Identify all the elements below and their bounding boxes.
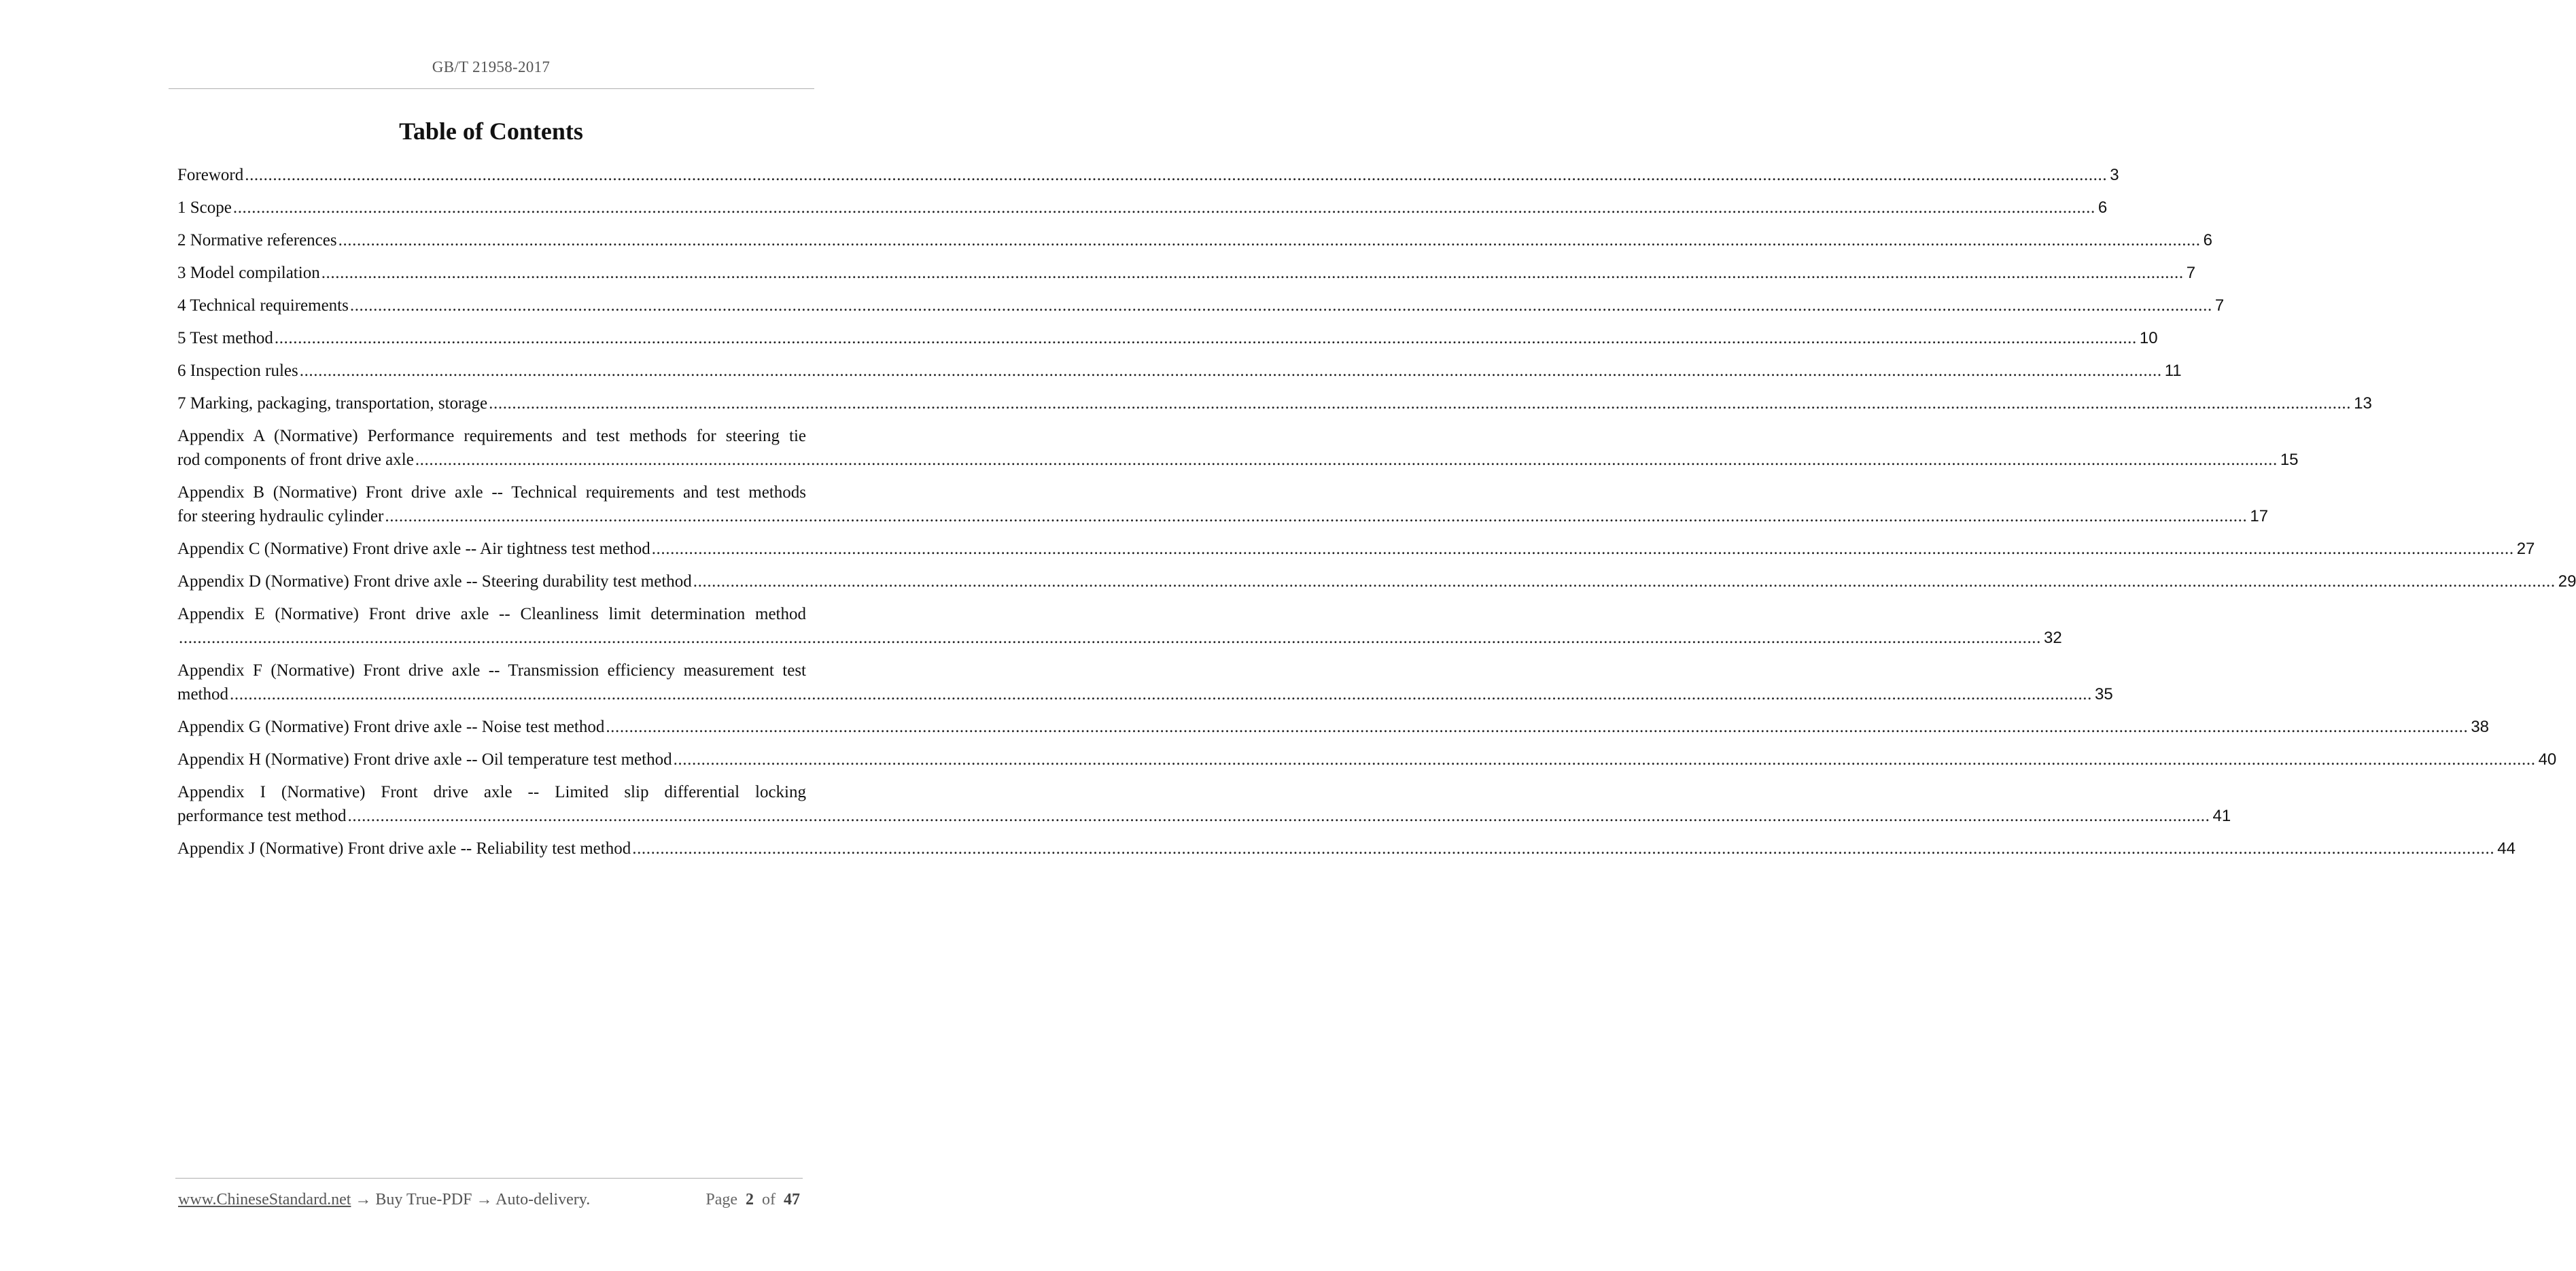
toc-page-number: 6 [2203,231,2212,249]
dot-leader: ................................................................................................................................................................................................................................................................................................................................................................................................................ [321,264,2184,282]
toc-entry[interactable] [177,659,2113,706]
toc-entry-title-line: Appendix B (Normative) Front drive axle -- Technical requirements and test methods [177,483,806,502]
toc-entry-title: rod components of front drive axle [177,451,414,469]
toc-entry-title: Appendix G (Normative) Front drive axle -- Noise test method [177,718,605,736]
toc-entry-title: method [177,685,228,703]
total-pages: 47 [784,1191,800,1208]
toc-entry-title-line: Appendix A (Normative) Performance requirements and test methods for steering tie [177,427,806,445]
running-header: GB/T 21958-2017 [432,58,551,75]
delivery-text: Auto-delivery. [495,1191,591,1208]
toc-entry[interactable] [177,748,2557,771]
buy-text: Buy True-PDF [375,1191,472,1208]
toc-entry[interactable] [177,391,2372,415]
footer-promo [178,1191,590,1209]
toc-entry[interactable] [177,228,2212,252]
current-page-number: 2 [746,1191,754,1208]
toc-entry-title: performance test method [177,807,347,825]
toc-entry-title: 7 Marking, packaging, transportation, storage [177,394,488,413]
toc-page-number: 44 [2497,839,2516,858]
toc-page-number: 6 [2098,198,2108,217]
toc-page-number: 7 [2186,264,2196,282]
toc-page-number: 17 [2250,507,2269,525]
toc-entry[interactable] [177,780,2231,828]
toc-entry[interactable] [177,570,2576,593]
dot-leader: ................................................................................................................................................................................................................................................................................................................................................................................................................ [274,329,2137,347]
header-divider [169,88,814,89]
toc-entry-title: for steering hydraulic cylinder [177,507,384,525]
toc-entry-title-line: Appendix I (Normative) Front drive axle -- Limited slip differential locking [177,783,806,801]
dot-leader: ................................................................................................................................................................................................................................................................................................................................................................................................................ [245,166,2108,184]
toc-entry-title: 4 Technical requirements [177,296,349,315]
toc-page-number: 40 [2538,750,2557,769]
toc-page-number: 29 [2558,572,2576,591]
page-word: Page [706,1191,737,1208]
toc-page-number: 10 [2139,329,2158,347]
toc-page-number: 3 [2110,166,2119,184]
dot-leader: ................................................................................................................................................................................................................................................................................................................................................................................................................ [349,296,2212,315]
toc-entry-title: 5 Test method [177,329,273,347]
dot-leader: ................................................................................................................................................................................................................................................................................................................................................................................................................ [606,718,2469,736]
of-word: of [762,1191,776,1208]
toc-entry-title: Appendix H (Normative) Front drive axle -- Oil temperature test method [177,750,672,769]
toc-title: Table of Contents [399,118,583,145]
toc-page-number: 15 [2280,451,2299,469]
toc-entry[interactable] [177,261,2196,285]
toc-entry-title: Appendix C (Normative) Front drive axle -- Air tightness test method [177,540,650,558]
toc-entry[interactable] [177,196,2108,220]
dot-leader: ................................................................................................................................................................................................................................................................................................................................................................................................................ [299,362,2162,380]
toc-entry[interactable] [177,481,2269,528]
dot-leader: ................................................................................................................................................................................................................................................................................................................................................................................................................ [232,198,2095,217]
toc-entry[interactable] [177,715,2490,739]
toc-page-number: 13 [2354,394,2372,413]
dot-leader: ................................................................................................................................................................................................................................................................................................................................................................................................................ [651,540,2514,558]
arrow-icon: → [476,1191,493,1208]
toc-entry-title: Foreword [177,166,244,184]
toc-entry-title: 2 Normative references [177,231,337,249]
dot-leader: ................................................................................................................................................................................................................................................................................................................................................................................................................ [415,451,2278,469]
toc-entry-title: 6 Inspection rules [177,362,298,380]
toc-page-number: 38 [2471,718,2490,736]
toc-entry-title: Appendix D (Normative) Front drive axle -- Steering durability test method [177,572,692,591]
toc-page-number: 35 [2095,685,2113,703]
toc-page-number: 11 [2164,362,2182,380]
dot-leader: ................................................................................................................................................................................................................................................................................................................................................................................................................ [338,231,2201,249]
dot-leader: ................................................................................................................................................................................................................................................................................................................................................................................................................ [489,394,2352,413]
toc-entry[interactable] [177,537,2535,561]
table-of-contents [177,163,2576,869]
toc-entry[interactable] [177,602,2062,650]
dot-leader: ................................................................................................................................................................................................................................................................................................................................................................................................................ [632,839,2495,858]
toc-entry[interactable] [177,424,2299,472]
site-link[interactable]: www.ChineseStandard.net [178,1191,351,1208]
dot-leader: ................................................................................................................................................................................................................................................................................................................................................................................................................ [693,572,2556,591]
toc-entry[interactable] [177,163,2119,187]
dot-leader: ................................................................................................................................................................................................................................................................................................................................................................................................................ [179,629,2041,647]
toc-page-number: 32 [2044,629,2062,647]
toc-entry-title: Appendix J (Normative) Front drive axle -- Reliability test method [177,839,631,858]
page-indicator [706,1191,800,1209]
dot-leader: ................................................................................................................................................................................................................................................................................................................................................................................................................ [230,685,2092,703]
footer-divider [175,1178,803,1179]
toc-entry[interactable] [177,294,2225,317]
toc-entry-title-line: Appendix F (Normative) Front drive axle -- Transmission efficiency measurement test [177,661,806,680]
dot-leader: ................................................................................................................................................................................................................................................................................................................................................................................................................ [347,807,2210,825]
toc-page-number: 27 [2516,540,2535,558]
dot-leader: ................................................................................................................................................................................................................................................................................................................................................................................................................ [673,750,2536,769]
toc-page-number: 41 [2212,807,2231,825]
toc-entry[interactable] [177,326,2158,350]
toc-entry-title: 3 Model compilation [177,264,320,282]
toc-entry-title-line: Appendix E (Normative) Front drive axle -- Cleanliness limit determination method [177,605,806,623]
dot-leader: ................................................................................................................................................................................................................................................................................................................................................................................................................ [385,507,2248,525]
arrow-icon: → [355,1191,372,1208]
toc-page-number: 7 [2214,296,2225,315]
toc-entry[interactable] [177,837,2516,860]
toc-entry-title: 1 Scope [177,198,232,217]
toc-entry[interactable] [177,359,2182,383]
